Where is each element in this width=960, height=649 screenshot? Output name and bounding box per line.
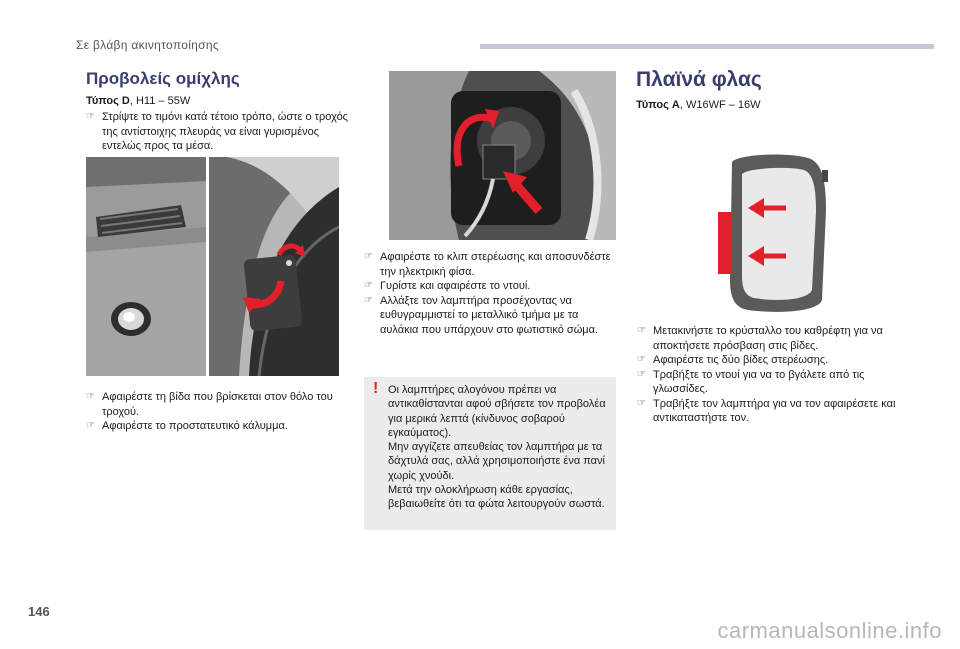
fog-step-5: ☞ Γυρίστε και αφαιρέστε το ντουί.: [364, 280, 531, 292]
bumper-fog-lamp-photo: [86, 157, 206, 376]
step-bullet-icon: ☞: [364, 251, 373, 262]
lamp-holder-photo: [389, 71, 616, 240]
fog-step-3: ☞ Αφαιρέστε το προστατευτικό κάλυμμα.: [86, 420, 288, 432]
step-bullet-icon: ☞: [637, 397, 646, 409]
side-step-3: ☞ Τραβήξτε το ντουί για να το βγάλετε από τις γλωσσίδες.: [637, 368, 865, 395]
step-bullet-icon: ☞: [86, 111, 95, 122]
side-step-4: ☞ Τραβήξτε τον λαμπτήρα για να τον αφαιρέσετε και αντικαταστήστε τον.: [637, 397, 896, 424]
fog-steps-middle: [364, 250, 618, 337]
fog-lamps-spec: [86, 95, 190, 107]
fog-step-1: ☞ Στρίψτε το τιμόνι κατά τέτοιο τρόπο, ώστε ο τροχός της αντίστοιχης πλευράς να είναι γυρισμένος εντελώς προς τα μέσα.: [86, 111, 348, 152]
step-bullet-icon: ☞: [86, 420, 95, 431]
warning-note: [364, 377, 616, 530]
warning-line-3: Μετά την ολοκλήρωση κάθε εργασίας, βεβαιωθείτε ότι τα φώτα λειτουργούν σωστά.: [388, 484, 605, 511]
fog-steps-top: [86, 110, 356, 154]
side-lamps-title: Πλαϊνά φλας: [636, 68, 762, 91]
fog-lamps-spec-value: , H11 – 55W: [129, 95, 191, 107]
side-step-1: ☞ Μετακινήστε το κρύσταλλο του καθρέφτη για να αποκτήσετε πρόσβαση στις βίδες.: [637, 325, 883, 352]
mirror-indicator-diagram: [718, 150, 830, 315]
header-section-title: Σε βλάβη ακινητοποίησης: [76, 38, 219, 52]
page-number: 146: [28, 604, 50, 619]
wheel-arch-cover-photo: [209, 157, 339, 376]
side-lamps-spec-type: Τύπος A: [636, 99, 680, 111]
step-bullet-icon: ☞: [637, 325, 646, 336]
header-rule: [480, 44, 934, 49]
fog-lamps-title: Προβολείς ομίχλης: [86, 69, 240, 88]
fog-step-4: ☞ Αφαιρέστε το κλιπ στερέωσης και αποσυνδέστε την ηλεκτρική φίσα.: [364, 251, 611, 278]
fog-step-6: ☞ Αλλάξτε τον λαμπτήρα προσέχοντας να ευθυγραμμιστεί το μεταλλικό τμήμα με τα αυλάκια που υπάρχουν στο φωτιστικό σώμα.: [364, 294, 599, 336]
step-bullet-icon: ☞: [364, 294, 373, 306]
warning-icon: !: [373, 380, 379, 397]
fog-steps-bottom: [86, 390, 356, 434]
fog-lamps-spec-type: Τύπος D: [86, 95, 130, 107]
step-bullet-icon: ☞: [364, 280, 373, 291]
step-bullet-icon: ☞: [637, 368, 646, 380]
step-bullet-icon: ☞: [86, 391, 95, 402]
side-lamps-spec: [636, 99, 761, 111]
step-bullet-icon: ☞: [637, 354, 646, 365]
warning-line-1: Οι λαμπτήρες αλογόνου πρέπει να αντικαθίστανται αφού σβήσετε τον προβολέα για μερικά λεπτά (κίνδυνος σοβαρού εγκαύματος).: [388, 384, 606, 439]
watermark: carmanualsonline.info: [717, 618, 942, 643]
fog-step-2: ☞ Αφαιρέστε τη βίδα που βρίσκεται στον θόλο του τροχού.: [86, 391, 333, 418]
side-step-2: ☞ Αφαιρέστε τις δύο βίδες στερέωσης.: [637, 354, 829, 366]
side-lamp-steps: [637, 324, 901, 426]
side-lamps-spec-value: , W16WF – 16W: [679, 99, 761, 111]
warning-line-2: Μην αγγίζετε απευθείας τον λαμπτήρα με τα δάχτυλά σας, αλλά χρησιμοποιήστε ένα πανί χωρίς χνούδι.: [388, 441, 605, 482]
